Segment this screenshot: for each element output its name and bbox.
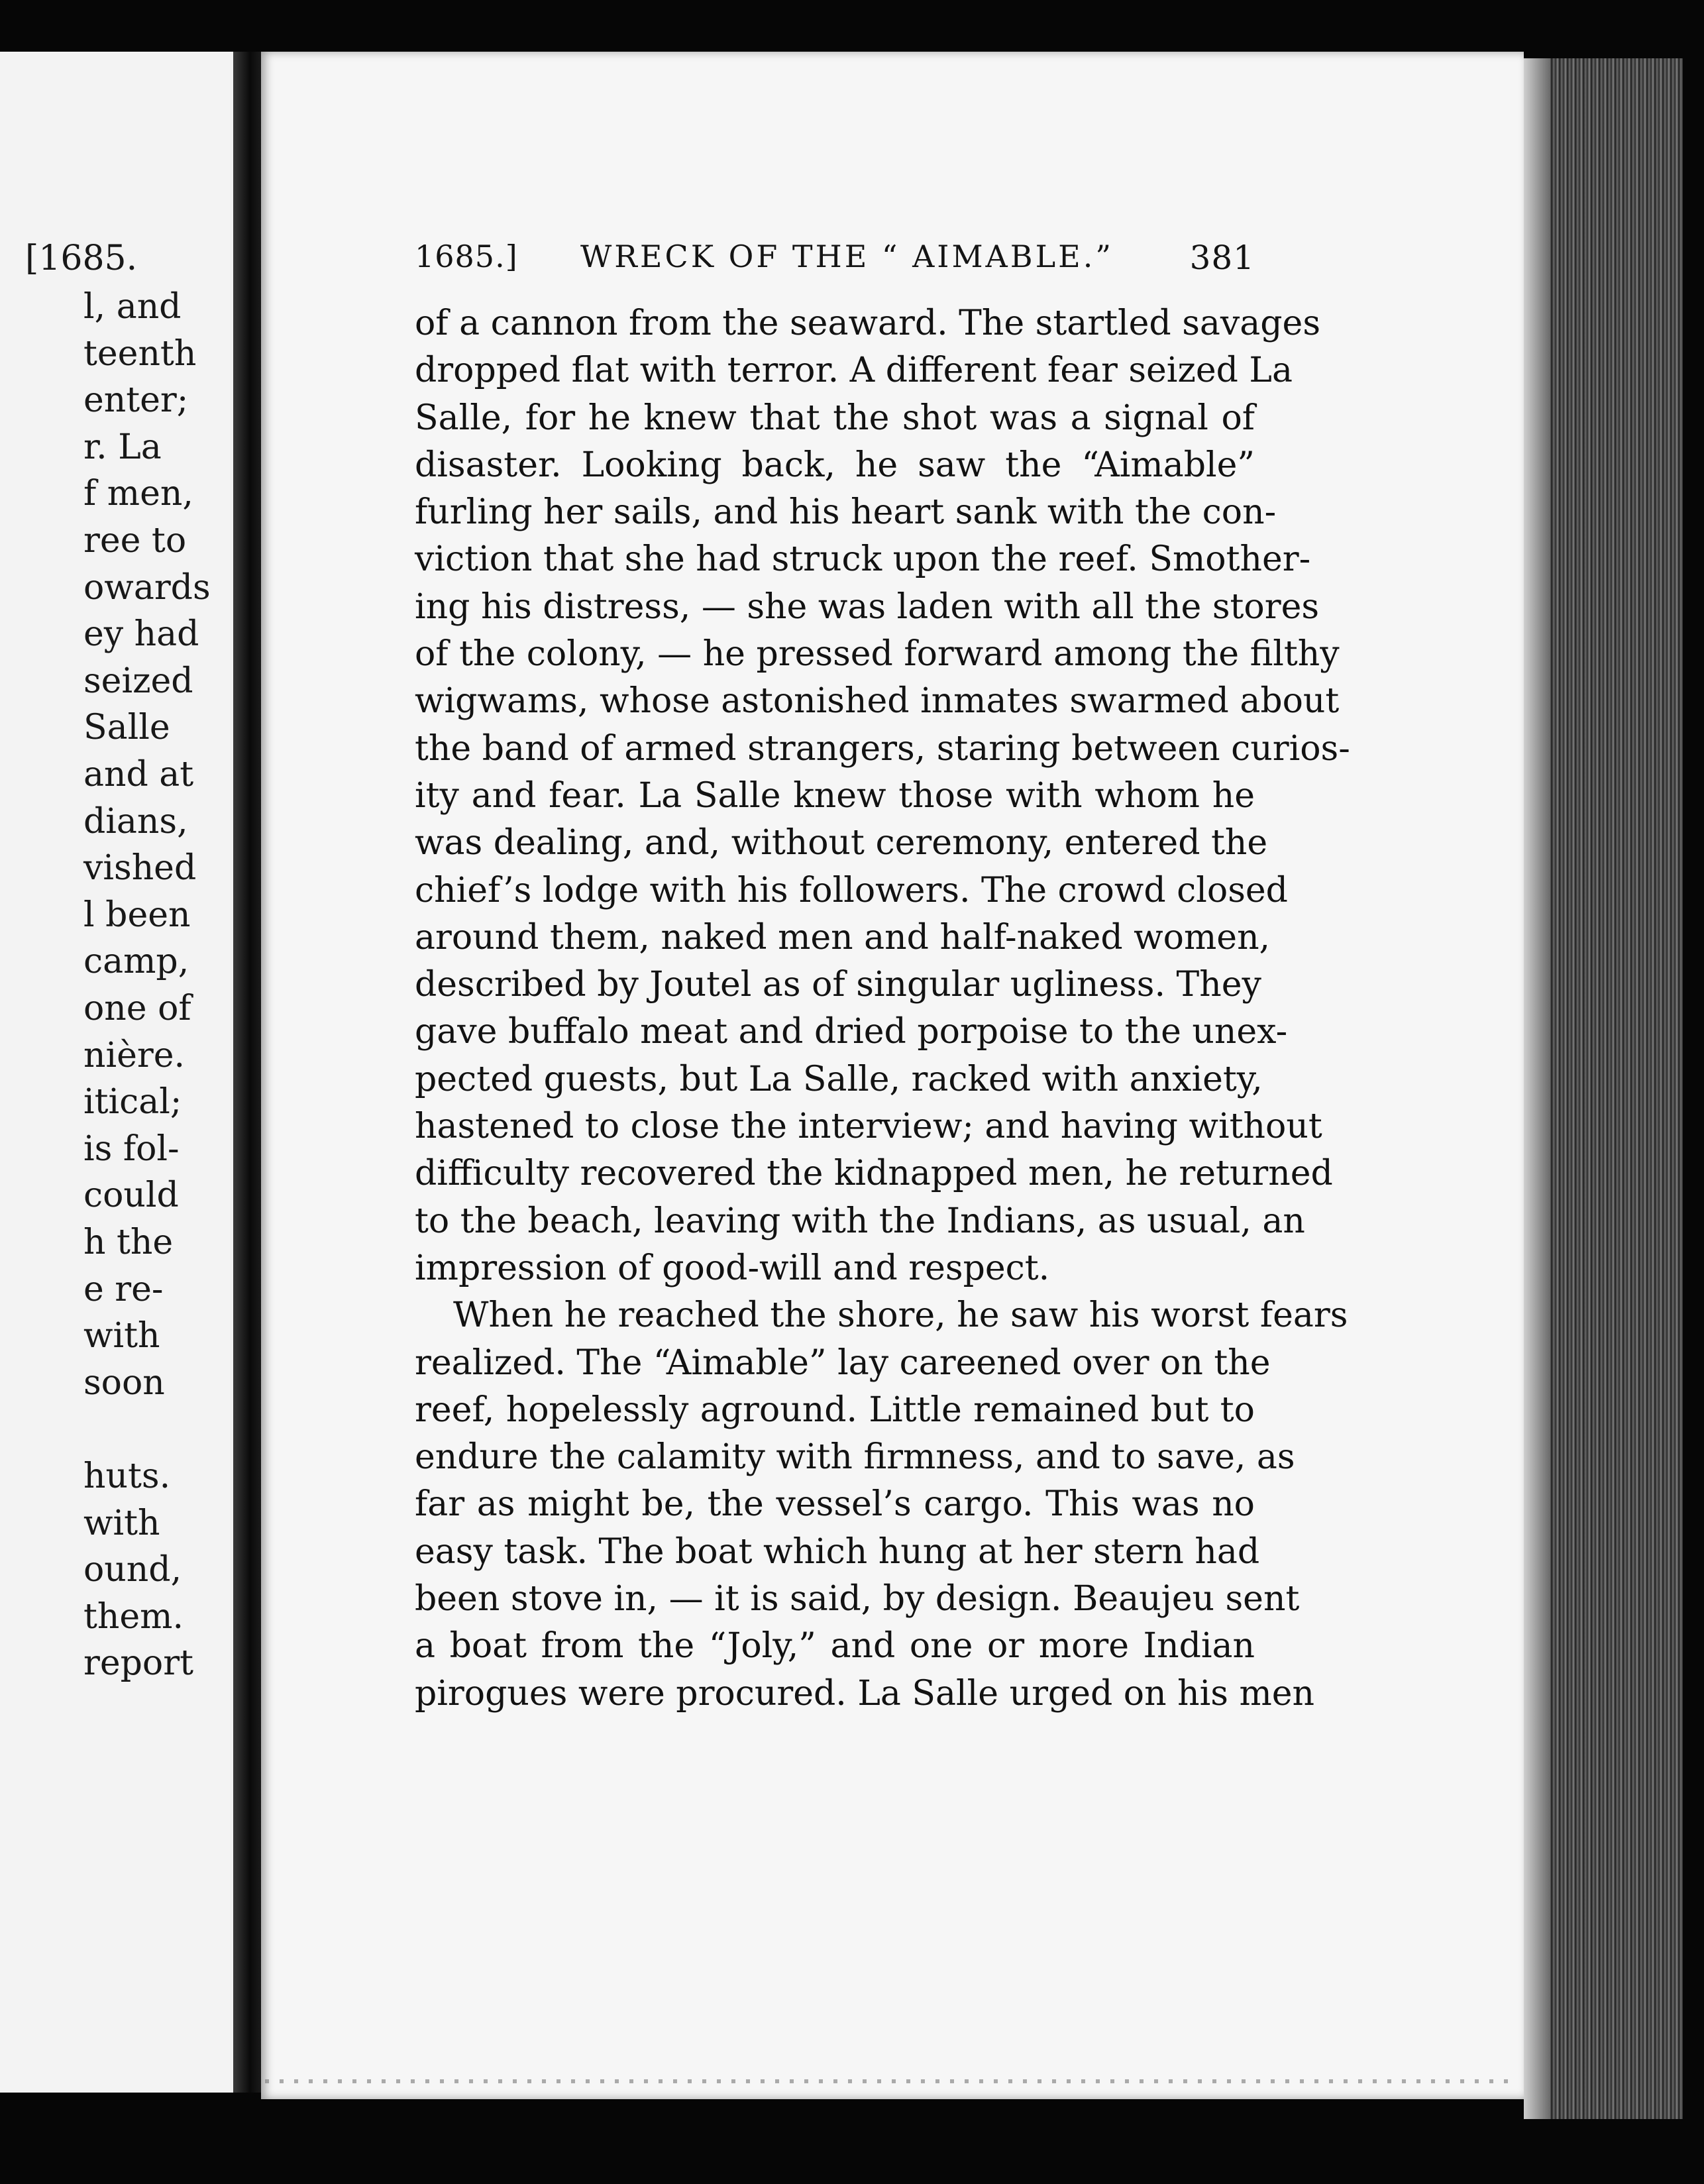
left-page-line: itical; <box>83 1082 182 1122</box>
text-line: easy task. The boat which hung at her stern had <box>415 1531 1260 1572</box>
left-page-line: l been <box>83 895 191 935</box>
text-line: pected guests, but La Salle, racked with anxiety, <box>415 1059 1263 1099</box>
left-page-line: dians, <box>83 801 188 842</box>
book-gutter <box>233 52 261 2093</box>
text-line: impression of good-will and respect. <box>415 1248 1050 1288</box>
text-line: described by Joutel as of singular ugliness. They <box>415 965 1261 1005</box>
text-line: pirogues were procured. La Salle urged on his men <box>415 1673 1315 1714</box>
left-page-line: h the <box>83 1223 174 1262</box>
text-line: Salle, for he knew that the shot was a signal of <box>415 398 1255 438</box>
left-page-line: with <box>83 1503 160 1543</box>
text-line: around them, naked men and half-naked women, <box>415 917 1271 957</box>
left-page-line: huts. <box>83 1456 171 1496</box>
left-page-line: Salle <box>83 708 170 748</box>
header-title: WRECK OF THE “ AIMABLE.” <box>580 239 1114 274</box>
text-line: of the colony, — he pressed forward among the filthy <box>415 634 1340 675</box>
text-line: far as might be, the vessel’s cargo. This was no <box>415 1484 1255 1525</box>
text-line: dropped flat with terror. A different fear seized La <box>415 351 1293 391</box>
text-line: gave buffalo meat and dried porpoise to the unex- <box>415 1012 1288 1052</box>
text-line: ity and fear. La Salle knew those with whom he <box>415 775 1255 816</box>
text-line: been stove in, — it is said, by design. Beaujeu sent <box>415 1579 1300 1619</box>
page-bottom-edge <box>265 2079 1511 2083</box>
text-line: viction that she had struck upon the reef. Smother- <box>415 539 1311 580</box>
left-page-line: ree to <box>83 521 187 561</box>
left-page-line: could <box>83 1175 179 1216</box>
left-page-line: soon <box>83 1362 165 1403</box>
left-page-line: is fol- <box>83 1128 180 1169</box>
text-line: furling her sails, and his heart sank with the con- <box>415 492 1277 533</box>
left-page-line: them. <box>83 1596 184 1637</box>
left-page-line: teenth <box>83 333 197 374</box>
text-line: realized. The “Aimable” lay careened over on the <box>415 1342 1271 1383</box>
text-line: a boat from the “Joly,” and one or more Indian <box>415 1626 1255 1666</box>
paragraph-start-line: When he reached the shore, he saw his worst fears <box>453 1295 1348 1336</box>
left-page-line: l, and <box>83 287 182 327</box>
left-page-line: ound, <box>83 1550 182 1590</box>
left-page-line: e re- <box>83 1269 164 1309</box>
left-page-line: one of <box>83 989 191 1028</box>
text-line: disaster. Looking back, he saw the “Aimable” <box>415 445 1255 485</box>
left-page-line: report <box>83 1643 193 1684</box>
left-page-line: f men, <box>83 474 193 514</box>
text-line: chief’s lodge with his followers. The crowd closed <box>415 870 1288 910</box>
page-number: 381 <box>1189 239 1255 277</box>
body-text <box>415 300 1350 1718</box>
left-page <box>0 52 233 2093</box>
left-page-line: ey had <box>83 614 199 655</box>
left-page-line: r. La <box>83 427 162 467</box>
text-line: difficulty recovered the kidnapped men, he returned <box>415 1154 1333 1194</box>
left-page-line: with <box>83 1316 160 1356</box>
left-page-header: [1685. <box>25 239 138 278</box>
left-page-line: camp, <box>83 942 189 982</box>
text-line: wigwams, whose astonished inmates swarmed about <box>415 681 1340 722</box>
text-line: to the beach, leaving with the Indians, as usual, an <box>415 1201 1305 1241</box>
text-line: reef, hopelessly aground. Little remained but to <box>415 1390 1255 1430</box>
left-page-line: and at <box>83 755 194 794</box>
text-line: ing his distress, — she was laden with all the stores <box>415 586 1320 627</box>
left-page-line: owards <box>83 567 211 608</box>
text-line: of a cannon from the seaward. The startled savages <box>415 303 1321 343</box>
page <box>261 52 1524 2099</box>
page-edge-shadow <box>1524 58 1550 2119</box>
left-page-line: seized <box>83 661 193 701</box>
text-line: hastened to close the interview; and having without <box>415 1107 1322 1147</box>
left-page-line: vished <box>83 848 197 889</box>
left-page-line: enter; <box>83 380 189 421</box>
left-page-line: nière. <box>83 1035 186 1075</box>
text-line: the band of armed strangers, staring between curios- <box>415 728 1350 769</box>
text-line: endure the calamity with firmness, and to save, as <box>415 1437 1295 1478</box>
running-header <box>415 239 1255 285</box>
text-line: was dealing, and, without ceremony, entered the <box>415 823 1268 863</box>
header-date: 1685.] <box>415 239 518 274</box>
